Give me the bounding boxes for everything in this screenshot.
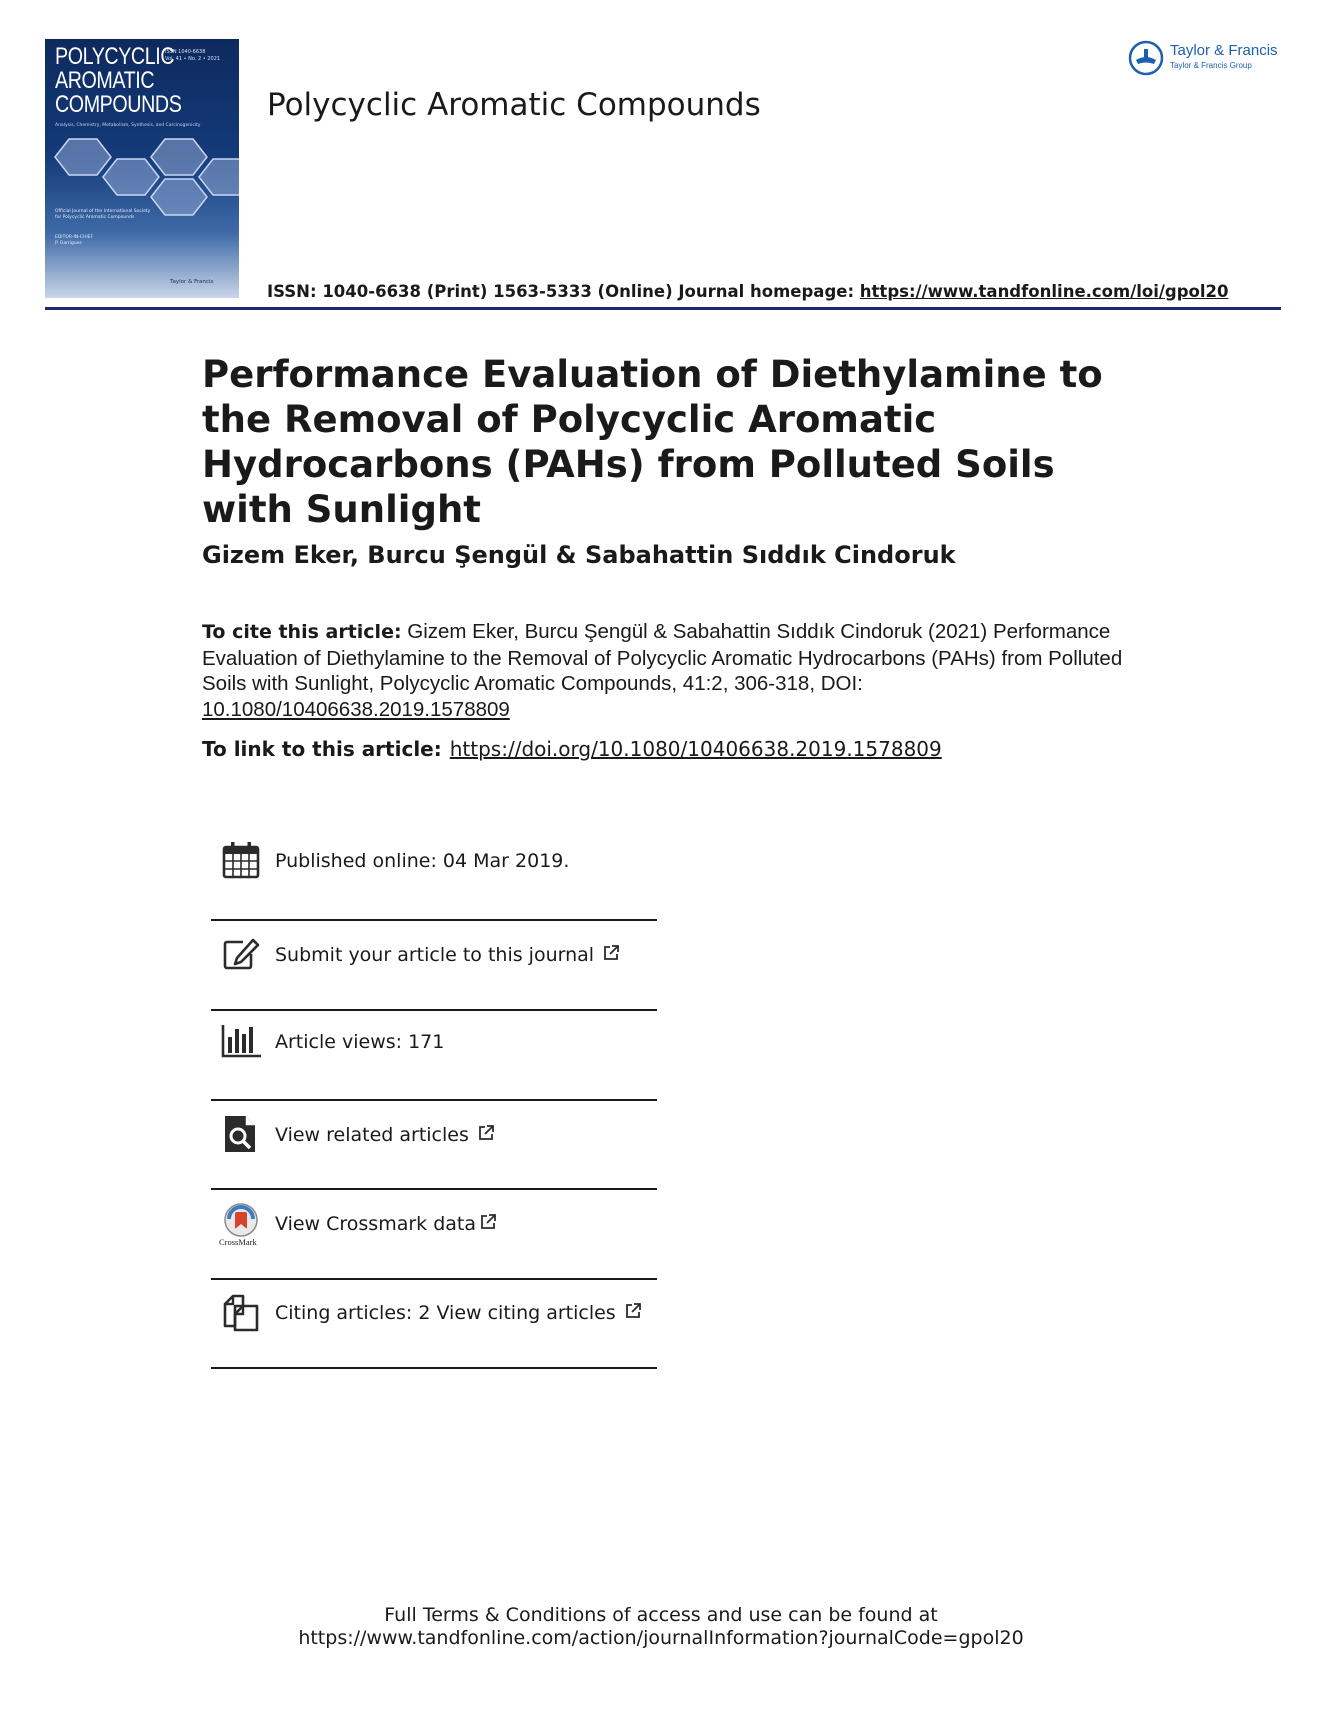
footer-line: Full Terms & Conditions of access and use can be found at xyxy=(384,1604,938,1626)
divider xyxy=(211,1099,657,1101)
external-link-icon xyxy=(479,1213,497,1231)
submit-article-label: Submit your article to this journal xyxy=(275,944,595,966)
bar-chart-icon xyxy=(221,1021,261,1061)
cover-issn-text: ISSN 1040-6638 xyxy=(165,49,206,55)
related-articles-link[interactable] xyxy=(275,1124,495,1146)
views-row xyxy=(211,1021,657,1110)
publisher-subtitle: Taylor & Francis Group xyxy=(1170,61,1252,70)
crossmark-link[interactable] xyxy=(275,1213,497,1235)
footer-terms-url[interactable]: https://www.tandfonline.com/action/journalInformation?journalCode=gpol20 xyxy=(298,1627,1024,1649)
article-authors: Gizem Eker, Burcu Şengül & Sabahattin Sıddık Cindoruk xyxy=(202,541,956,569)
submit-article-link[interactable] xyxy=(275,944,620,966)
article-doi-link[interactable]: https://doi.org/10.1080/10406638.2019.1578809 xyxy=(449,737,942,761)
divider xyxy=(211,1367,657,1369)
divider xyxy=(211,919,657,921)
calendar-icon xyxy=(221,840,261,880)
issn-line xyxy=(267,282,1229,301)
article-title: Performance Evaluation of Diethylamine to the Removal of Polycyclic Aromatic Hydrocarbons (PAHs) from Polluted Soils with Sunlight xyxy=(202,353,1103,531)
cover-title-line: AROMATIC xyxy=(55,67,155,94)
crossmark-badge-icon xyxy=(221,1203,261,1239)
crossmark-icon xyxy=(219,1203,263,1249)
external-link-icon xyxy=(624,1302,642,1320)
cover-volume-text: Vol. 41 • No. 2 • 2021 xyxy=(165,56,221,62)
cite-doi-link[interactable]: 10.1080/10406638.2019.1578809 xyxy=(202,697,510,721)
journal-name: Polycyclic Aromatic Compounds xyxy=(267,87,761,123)
divider xyxy=(211,1009,657,1011)
copy-documents-icon xyxy=(221,1292,261,1332)
published-date: Published online: 04 Mar 2019. xyxy=(275,850,570,872)
link-label: To link to this article: xyxy=(202,737,442,761)
external-link-icon xyxy=(602,944,620,962)
cover-editor-label: EDITOR-IN-CHIEF xyxy=(55,235,94,240)
cover-title-line: COMPOUNDS xyxy=(55,91,182,118)
related-articles-label: View related articles xyxy=(275,1124,469,1146)
article-views: Article views: 171 xyxy=(275,1031,445,1053)
external-link-icon xyxy=(477,1124,495,1142)
cover-blurb: Official Journal of the International Society for Polycyclic Aromatic Compounds xyxy=(55,209,151,220)
crossmark-label: View Crossmark data xyxy=(275,1213,477,1235)
citation-block xyxy=(202,619,1132,722)
publisher-name: Taylor & Francis xyxy=(1170,42,1278,59)
article-link-line xyxy=(202,737,942,761)
footer-terms xyxy=(0,1604,1322,1650)
hexagon-graphic xyxy=(45,137,239,217)
publisher-logo-icon xyxy=(1128,40,1164,76)
issn-text: ISSN: 1040-6638 (Print) 1563-5333 (Online) Journal homepage: xyxy=(267,282,860,301)
journal-cover-image xyxy=(45,39,239,298)
edit-icon xyxy=(221,934,261,974)
journal-homepage-link[interactable]: https://www.tandfonline.com/loi/gpol20 xyxy=(859,282,1229,301)
cover-title-line: POLYCYCLIC xyxy=(55,43,175,70)
cover-issn xyxy=(165,49,220,63)
document-search-icon xyxy=(221,1114,261,1154)
cover-publisher: Taylor & Francis xyxy=(170,279,214,285)
divider xyxy=(211,1278,657,1280)
cover-subtitle: Analysis, Chemistry, Metabolism, Synthesis, and Carcinogenicity xyxy=(55,123,201,128)
published-row xyxy=(211,840,657,929)
header-divider xyxy=(45,307,1281,310)
publisher-logo xyxy=(1128,38,1288,78)
cover-editor-name: P. Garrigues xyxy=(55,241,82,246)
cite-text: Gizem Eker, Burcu Şengül & Sabahattin Sıddık Cindoruk (2021) Performance Evaluation of Diethylamine to the Removal of Polycyclic Aromatic Hydrocarbons (PAHs) from Polluted Soils with Sunlight, Polycyclic Aromatic Compounds, 41:2, 306-318, DOI: xyxy=(202,620,1123,695)
citing-articles-label: Citing articles: 2 View citing articles xyxy=(275,1302,616,1324)
divider xyxy=(211,1188,657,1190)
crossmark-badge-text: CrossMark xyxy=(219,1237,257,1247)
cover-editor xyxy=(55,235,93,247)
citing-articles-link[interactable] xyxy=(275,1302,642,1324)
cite-label: To cite this article: xyxy=(202,621,402,643)
cover-title xyxy=(55,43,182,118)
